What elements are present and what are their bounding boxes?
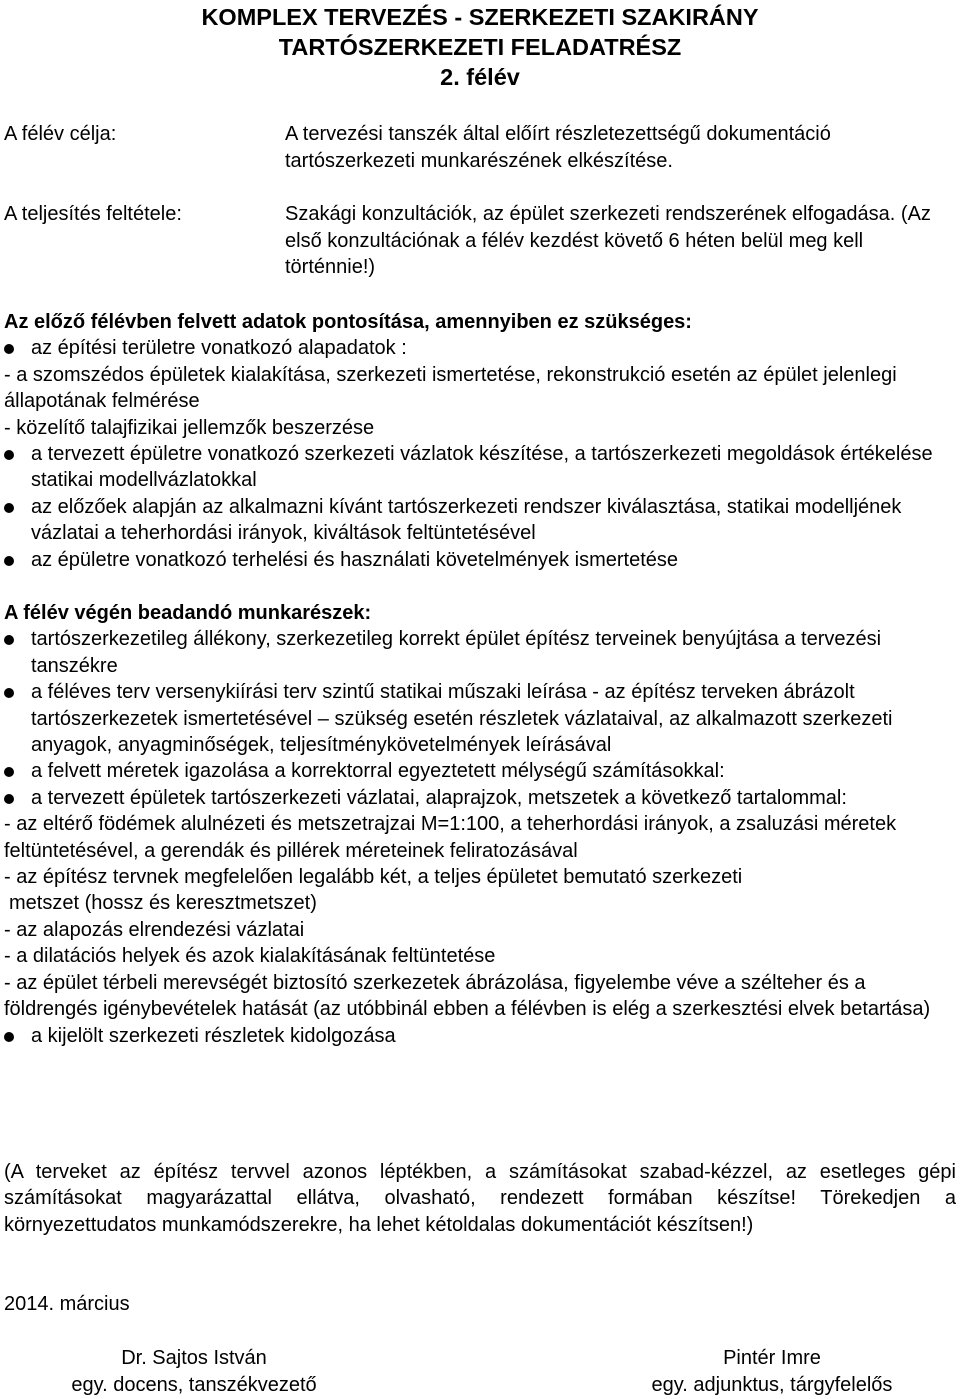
list-item: tartószerkezetileg állékony, szerkezetileg korrekt épület építész terveinek benyújtása a tervezési tanszékre — [4, 626, 956, 679]
list-item: a tervezett épületre vonatkozó szerkezeti vázlatok készítése, a tartószerkezeti megoldások értékelése statikai modellvázlatokkal — [4, 441, 956, 494]
sub-item: - az építész tervnek megfelelően legalább két, a teljes épületet bemutató szerkezeti — [4, 866, 743, 889]
goal-label: A félév célja: — [4, 123, 117, 145]
bullet-icon — [4, 794, 14, 804]
list-item: a felvett méretek igazolása a korrektorral egyeztetett mélységű számításokkal: — [4, 758, 956, 784]
signature-right — [622, 1345, 922, 1399]
goal-text: A tervezési tanszék által előírt részletezettségű dokumentáció tartószerkezeti munkarészének elkészítése. — [285, 123, 831, 172]
completion-text: Szakági konzultációk, az épület szerkezeti rendszerének elfogadása. (Az első konzultációnak a félév kezdést követő 6 héten belül meg kell történnie!) — [285, 203, 931, 278]
sub-item: metszet (hossz és keresztmetszet) — [9, 892, 317, 915]
list-item: az előzőek alapján az alkalmazni kívánt tartószerkezeti rendszer kiválasztása, statikai modelljének vázlatai a teherhordási irányok, kiváltások feltüntetésével — [4, 494, 956, 547]
signer-title: egy. docens, tanszékvezető — [71, 1374, 317, 1396]
bullet-icon — [4, 635, 14, 645]
list-item: a kijelölt szerkezeti részletek kidolgozása — [4, 1023, 956, 1049]
deliverables-section — [4, 600, 956, 1049]
bullet-icon — [4, 503, 14, 513]
header-line-2: TARTÓSZERKEZETI FELADATRÉSZ — [278, 34, 682, 60]
sub-item: - az alapozás elrendezési vázlatai — [4, 918, 305, 941]
previous-heading: Az előző félévben felvett adatok pontosítása, amennyiben ez szükséges: — [4, 311, 692, 333]
sub-item: - az eltérő födémek alulnézeti és metszetrajzai M=1:100, a teherhordási irányok, a zsaluzási méretek feltüntetésével, a gerendák és pillérek méreteinek feliratozásával — [4, 813, 897, 862]
sub-item: - a dilatációs helyek és azok kialakításának feltüntetése — [4, 945, 496, 968]
previous-data-section — [4, 309, 956, 573]
sub-item: - a szomszédos épületek kialakítása, szerkezeti ismertetése, rekonstrukció esetén az épület jelenlegi állapotának felmérése — [4, 363, 897, 413]
list-item: az építési területre vonatkozó alapadatok : — [4, 335, 956, 361]
list-item: a féléves terv versenykiírási terv szintű statikai műszaki leírása - az építész terveken ábrázolt tartószerkezetek ismertetésével – szükség esetén részletek vázlataival, az alkalmazott szerkezeti anyagok, anyagminőségek, teljesítménykövetelmények leírásával — [4, 679, 956, 758]
bullet-icon — [4, 556, 14, 566]
header-line-1: KOMPLEX TERVEZÉS - SZERKEZETI SZAKIRÁNY — [201, 4, 759, 30]
list-item: az épületre vonatkozó terhelési és használati követelmények ismertetése — [4, 547, 956, 573]
signature-left — [44, 1345, 344, 1399]
bullet-icon — [4, 767, 14, 777]
signer-name: Dr. Sajtos István — [121, 1347, 267, 1369]
bullet-icon — [4, 688, 14, 698]
bullet-icon — [4, 1032, 14, 1042]
bullet-icon — [4, 450, 14, 460]
completion-label: A teljesítés feltétele: — [4, 203, 182, 225]
list-item: a tervezett épületek tartószerkezeti vázlatai, alaprajzok, metszetek a következő tartalommal: — [4, 785, 956, 811]
header-line-3: 2. félév — [440, 64, 520, 90]
signer-name: Pintér Imre — [723, 1347, 821, 1369]
deliverables-heading: A félév végén beadandó munkarészek: — [4, 602, 372, 624]
sub-item: - közelítő talajfizikai jellemzők beszerzése — [4, 416, 375, 439]
note-paragraph: (A terveket az építész tervvel azonos léptékben, a számításokat szabad-kézzel, az esetleges gépi számításokat magyarázattal ellátva, olvasható, rendezett formában készítse! Törekedjen a környezettudatos munkamódszerekre, ha lehet kétoldalas dokumentációt készítsen!) — [4, 1161, 956, 1236]
bullet-icon — [4, 344, 14, 354]
document-header — [4, 2, 956, 92]
sub-item: - az épület térbeli merevségét biztosító szerkezetek ábrázolása, figyelembe véve a szélteher és a földrengés igénybevételek hatását (az utóbbinál ebben a félévben is elég a szerkesztési elvek betartása) — [4, 971, 931, 1021]
document-date: 2014. március — [4, 1293, 130, 1315]
signer-title: egy. adjunktus, tárgyfelelős — [651, 1374, 893, 1396]
